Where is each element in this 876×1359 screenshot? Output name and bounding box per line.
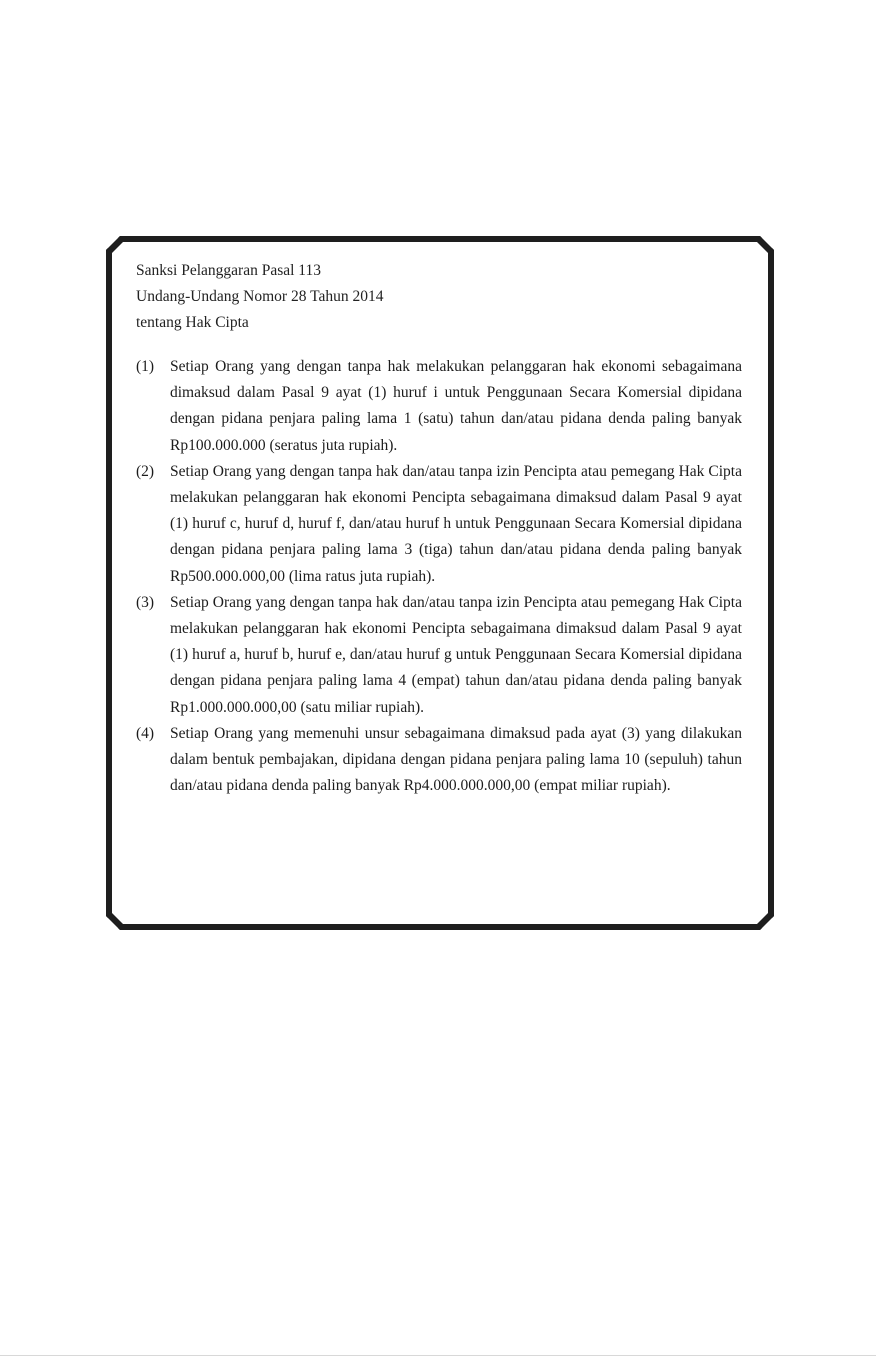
item-text: Setiap Orang yang dengan tanpa hak melakukan pelanggaran hak ekonomi sebagaimana dimaksud dalam Pasal 9 ayat (1) huruf i untuk Penggunaan Secara Komersial dipidana dengan pidana penjara paling lama 1 (satu) tahun dan/atau pidana denda paling banyak Rp100.000.000 (seratus juta rupiah). — [170, 358, 742, 454]
title-line: Undang-Undang Nomor 28 Tahun 2014 — [136, 288, 384, 305]
item-number: (3) — [136, 593, 155, 611]
list-item — [136, 590, 742, 721]
title-line: tentang Hak Cipta — [136, 314, 249, 331]
page-bottom-rule — [0, 1355, 876, 1356]
list-item — [136, 721, 742, 800]
item-text: Setiap Orang yang memenuhi unsur sebagaimana dimaksud pada ayat (3) yang dilakukan dalam bentuk pembajakan, dipidana dengan pidana penjara paling lama 10 (sepuluh) tahun dan/atau pidana denda paling banyak Rp4.000.000.000,00 (empat miliar rupiah). — [170, 724, 742, 795]
item-text: Setiap Orang yang dengan tanpa hak dan/atau tanpa izin Pencipta atau pemegang Hak Cipta melakukan pelanggaran hak ekonomi Pencipta sebagaimana dimaksud dalam Pasal 9 ayat (1) huruf c, huruf d, huruf f, dan/atau huruf h untuk Penggunaan Secara Komersial dipidana dengan pidana penjara paling lama 3 (tiga) tahun dan/atau pidana denda paling banyak Rp500.000.000,00 (lima ratus juta rupiah). — [170, 462, 742, 585]
title-line: Sanksi Pelanggaran Pasal 113 — [136, 262, 321, 279]
item-text: Setiap Orang yang dengan tanpa hak dan/atau tanpa izin Pencipta atau pemegang Hak Cipta melakukan pelanggaran hak ekonomi Pencipta sebagaimana dimaksud dalam Pasal 9 ayat (1) huruf a, huruf b, huruf e, dan/atau huruf g untuk Penggunaan Secara Komersial dipidana dengan pidana penjara paling lama 4 (empat) tahun dan/atau pidana denda paling banyak Rp1.000.000.000,00 (satu miliar rupiah). — [170, 593, 742, 716]
item-number: (1) — [136, 358, 155, 375]
list-item — [136, 354, 742, 459]
sanction-list — [136, 354, 742, 799]
box-content — [136, 258, 742, 799]
item-number: (4) — [136, 724, 155, 742]
item-number: (2) — [136, 462, 155, 480]
title-block — [136, 258, 742, 336]
list-item — [136, 459, 742, 590]
